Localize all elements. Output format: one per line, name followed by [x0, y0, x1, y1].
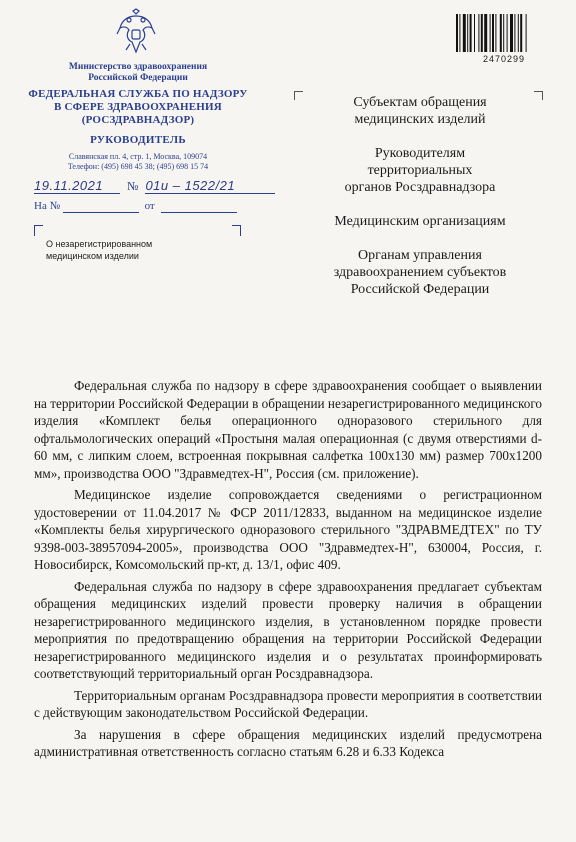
recipient-line: Субъектам обращения — [353, 95, 487, 110]
agency-name — [0, 88, 276, 127]
letter-body — [34, 377, 542, 761]
subject-bracket-right — [232, 225, 241, 236]
body-paragraph-5: За нарушения в сфере обращения медицинских изделий предусмотрена административная ответственность согласно статьям 6.28 и 6.33 Кодекса — [34, 726, 542, 759]
ministry-line-2: Российской Федерации — [88, 73, 188, 83]
recipient-3 — [300, 213, 540, 230]
body-paragraph-1: Федеральная служба по надзору в сфере здравоохранения сообщает о выявлении на территории Российской Федерации в обращении незарегистрированного медицинского изделия «Комплект белья операционного одноразового стерильного для офтальмологических операций «Простыня малая операционная (с двумя отверстиями d-60 мм, с липким слоем, встроенная покрывная салфетка 100х130 мм) размер 700х1200 мм», производства ООО "Здравмедтех-Н", Россия (см. приложение). — [34, 378, 542, 481]
recipient-1 — [300, 94, 540, 128]
recipient-line: Российской Федерации — [350, 282, 490, 297]
subject-bracket-left — [34, 225, 43, 236]
body-paragraph-2: Медицинское изделие сопровождается сведениями о регистрационном удостоверении от 11.04.2017 № ФСР 2011/12833, выданном на медицинское изделие «Комплекты белья хирургического одноразового стерильного "ЗДРАВМЕДТЕХ" по ТУ 9398-003-38957094-2005», производства ООО "Здравмедтех-Н", 630004, Россия, г. Новосибирск, Комсомольский пр-кт, д. 13/1, офис 409. — [34, 487, 542, 572]
barcode-number: 2470299 — [482, 54, 526, 64]
head-role: РУКОВОДИТЕЛЬ — [90, 134, 186, 146]
recipient-line: здравоохранением субъектов — [333, 265, 507, 280]
recipient-line: Руководителям — [374, 146, 466, 161]
agency-line-3: (РОСЗДРАВНАДЗОР) — [81, 114, 195, 126]
recipient-line: территориальных — [367, 163, 473, 178]
barcode-icon — [454, 14, 554, 52]
body-paragraph-4: Территориальным органам Росздравнадзора провести мероприятия в соответствии с действующим законодательством Российской Федерации. — [34, 687, 542, 720]
ministry-name — [0, 62, 276, 84]
ot-field — [161, 200, 237, 213]
na-field — [63, 200, 139, 213]
subject-line-2: медицинском изделии — [46, 251, 139, 261]
address-line: Славянская пл. 4, стр. 1, Москва, 109074 — [68, 152, 208, 161]
coat-of-arms-icon — [116, 8, 156, 56]
recipient-4 — [300, 247, 540, 298]
subject-line-1: О незарегистрированном — [46, 239, 153, 249]
recipient-line: органов Росздравнадзора — [344, 180, 496, 195]
handwritten-date: 19.11.2021 — [34, 178, 120, 194]
letter-subject — [46, 238, 152, 262]
recipient-line: медицинских изделий — [354, 112, 486, 127]
agency-line-1: ФЕДЕРАЛЬНАЯ СЛУЖБА ПО НАДЗОРУ — [28, 88, 248, 100]
recipient-line: Органам управления — [358, 248, 482, 263]
body-paragraph-3: Федеральная служба по надзору в сфере здравоохранения предлагает субъектам обращения медицинских изделий провести проверку наличия в обращении незарегистрированного медицинского изделия, в установленном порядке провести мероприятия по предотвращению обращения на территории Российской Федерации незарегистрированного медицинского изделия и о результатах проинформировать соответствующий территориальный орган Росздравнадзора. — [34, 578, 542, 681]
handwritten-number: 01и – 1522/21 — [145, 178, 275, 194]
ministry-line-1: Министерство здравоохранения — [68, 62, 208, 72]
number-sign: № — [127, 179, 139, 193]
na-label: На № — [34, 200, 61, 212]
agency-address — [0, 152, 276, 172]
reference-row — [34, 200, 237, 213]
agency-line-2: В СФЕРЕ ЗДРАВООХРАНЕНИЯ — [54, 101, 222, 113]
recipient-line: Медицинским организациям — [334, 214, 506, 229]
phone-line: Телефон: (495) 698 45 38; (495) 698 15 74 — [67, 162, 209, 171]
ot-label: от — [144, 200, 155, 212]
outgoing-date-number — [34, 178, 294, 194]
recipient-2 — [300, 145, 540, 196]
recipients-block — [300, 94, 540, 315]
